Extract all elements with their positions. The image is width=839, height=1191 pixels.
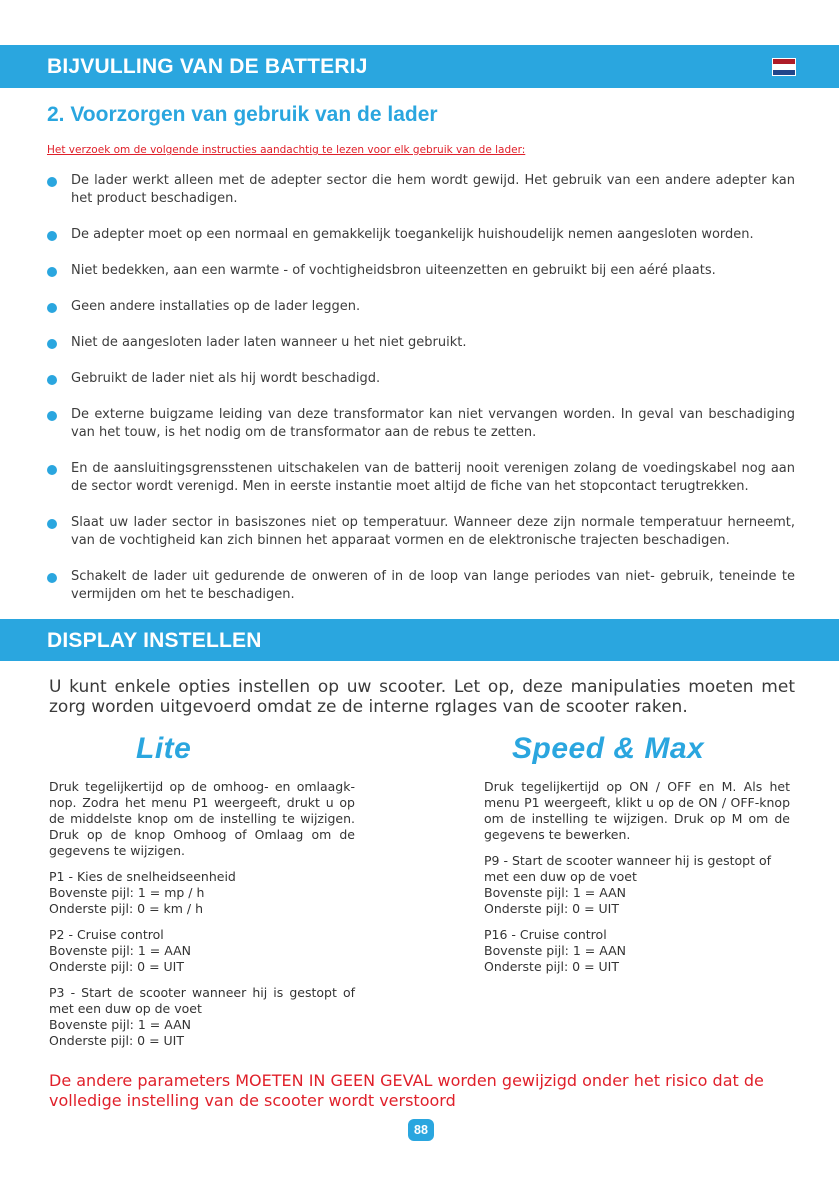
netherlands-flag-icon: [772, 58, 796, 76]
bullet-icon: [47, 267, 57, 277]
display-intro: U kunt enkele opties instellen op uw scooter. Let op, deze manipulaties moeten met zorg worden uitgevoerd omdat ze de interne rglages van de scooter raken.: [49, 677, 795, 717]
precaution-list: [47, 172, 795, 604]
speed-max-column: [484, 779, 790, 985]
final-warning: De andere parameters MOETEN IN GEEN GEVAL worden gewijzigd onder het risico dat de volledige instelling van de scooter wordt verstoord: [49, 1071, 764, 1110]
speed-max-logo: Speed & Max: [512, 732, 705, 765]
bullet-icon: [47, 375, 57, 385]
bullet-icon: [47, 573, 57, 583]
header-title: BIJVULLING VAN DE BATTERIJ: [47, 55, 368, 78]
setting-p16: P16 - Cruise control Bovenste pijl: 1 = AAN Onderste pijl: 0 = UIT: [484, 927, 627, 974]
list-item: Gebruikt de lader niet als hij wordt beschadigd.: [47, 370, 795, 406]
list-item: Geen andere installaties op de lader leggen.: [47, 298, 795, 334]
bullet-icon: [47, 411, 57, 421]
list-item: Niet de aangesloten lader laten wanneer u het niet gebruikt.: [47, 334, 795, 370]
list-item: En de aansluitingsgrensstenen uitschakelen van de batterij nooit verenigen zolang de voedingskabel nog aan de sector wordt verenigd. Men in eerste instantie moet altijd de fiche van het stopcontact terugtrekken.: [47, 460, 795, 514]
lite-logo: Lite: [136, 732, 192, 765]
list-item: Slaat uw lader sector in basiszones niet op temperatuur. Wanneer deze zijn normale temperatuur herneemt, van de vochtigheid kan zich binnen het apparaat vormen en de elektronische trajecten beschadigen.: [47, 514, 795, 568]
speed-instructions: Druk tegelijkertijd op ON / OFF en M. Als het menu P1 weergeeft, klikt u op de ON / OFF-knop om de instelling te wijzigen. Druk op M om de gegevens te bewerken.: [484, 779, 790, 842]
setting-p9: P9 - Start de scooter wanneer hij is gestopt of met een duw op de voet Bovenste pijl: 1 = AAN Onderste pijl: 0 = UIT: [484, 853, 772, 916]
lite-column: [49, 779, 355, 1059]
bullet-icon: [47, 339, 57, 349]
setting-p2: P2 - Cruise control Bovenste pijl: 1 = AAN Onderste pijl: 0 = UIT: [49, 927, 192, 974]
page-number: 88: [408, 1119, 434, 1141]
display-title: DISPLAY INSTELLEN: [47, 629, 262, 652]
instructions-warning: Het verzoek om de volgende instructies aandachtig te lezen voor elk gebruik van de lader:: [47, 144, 526, 156]
setting-p1: P1 - Kies de snelheidseenheid Bovenste pijl: 1 = mp / h Onderste pijl: 0 = km / h: [49, 869, 236, 916]
bullet-icon: [47, 231, 57, 241]
header-bar: [0, 45, 839, 88]
list-item: De externe buigzame leiding van deze transformator kan niet vervangen worden. In geval van beschadiging van het touw, is het nodig om de transformator aan de rebus te zetten.: [47, 406, 795, 460]
display-section-bar: [0, 619, 839, 661]
bullet-icon: [47, 519, 57, 529]
list-item: Niet bedekken, aan een warmte - of vochtigheidsbron uiteenzetten en gebruikt bij een aéré plaats.: [47, 262, 795, 298]
setting-p3: P3 - Start de scooter wanneer hij is gestopt of met een duw op de voet Bovenste pijl: 1 = AAN Onderste pijl: 0 = UIT: [49, 985, 355, 1048]
bullet-icon: [47, 177, 57, 187]
list-item: Schakelt de lader uit gedurende de onweren of in de loop van lange periodes van niet- gebruik, teneinde te vermijden om het te beschadigen.: [47, 568, 795, 604]
section-title: 2. Voorzorgen van gebruik van de lader: [47, 103, 438, 126]
list-item: De adepter moet op een normaal en gemakkelijk toegankelijk huishoudelijk nemen aangesloten worden.: [47, 226, 795, 262]
bullet-icon: [47, 303, 57, 313]
bullet-icon: [47, 465, 57, 475]
list-item: De lader werkt alleen met de adepter sector die hem wordt gewijd. Het gebruik van een andere adepter kan het product beschadigen.: [47, 172, 795, 226]
lite-instructions: Druk tegelijkertijd op de omhoog- en omlaagk-nop. Zodra het menu P1 weergeeft, drukt u op de middelste knop om de instelling te wijzigen. Druk op de knop Omhoog of Omlaag om de gegevens te wijzigen.: [49, 779, 355, 858]
